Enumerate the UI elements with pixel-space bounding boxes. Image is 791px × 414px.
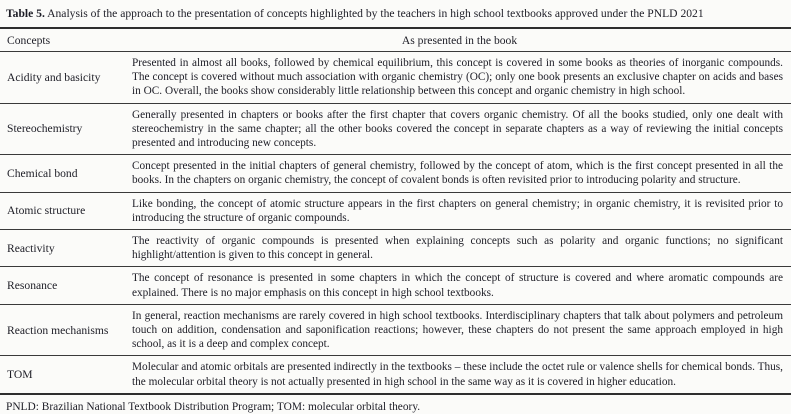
table-caption-text: Analysis of the approach to the presentation of concepts highlighted by the teachers in high school textbooks approved under the PNLD 2021 (44, 7, 704, 20)
description-cell: Like bonding, the concept of atomic structure appears in the first chapters on general chemistry; in organic chemistry, it is revisited prior to introducing the structure of organic compounds. (132, 197, 783, 224)
table-row (0, 304, 791, 356)
concept-cell: Stereochemistry (7, 122, 83, 136)
table-row (0, 52, 791, 104)
concept-cell: Acidity and basicity (7, 70, 101, 84)
column-header-as-presented: As presented in the book (401, 34, 518, 47)
table-row (0, 103, 791, 155)
table-row (0, 192, 791, 229)
description-cell: The concept of resonance is presented in some chapters in which the concept of structure is covered and where aromatic compounds are explained. There is no major emphasis on this concept in high school textbooks. (132, 272, 783, 299)
table-row (0, 356, 791, 394)
table-header-row (0, 28, 791, 52)
concept-cell: Atomic structure (7, 204, 86, 218)
table-row (0, 230, 791, 267)
concept-cell: TOM (7, 368, 33, 382)
description-cell: Molecular and atomic orbitals are presented indirectly in the textbooks – these include the octet rule or valence shells for chemical bonds. Thus, the molecular orbital theory is not actually presented in high school in the same way as it is covered in higher education. (132, 361, 783, 388)
table-row (0, 155, 791, 192)
description-cell: Presented in almost all books, followed by chemical equilibrium, this concept is covered in some books as theories of inorganic compounds. The concept is covered without much association with organic chemistry (OC); only one book presents an exclusive chapter on acids and bases in OC. Overall, the books show considerably little relationship between this concept and organic chemistry in high school. (132, 57, 783, 98)
column-header-concepts: Concepts (7, 34, 51, 47)
table-footnote: PNLD: Brazilian National Textbook Distribution Program; TOM: molecular orbital theory. (6, 400, 421, 413)
description-cell: Generally presented in chapters or books after the first chapter that covers organic chemistry. Of all the books studied, only one dealt with stereochemistry in the same chapter; all the other books covered the concept in separate chapters as a way of reviewing the initial concepts presented and introducing new concepts. (132, 108, 783, 150)
table-caption (0, 0, 791, 27)
description-cell: In general, reaction mechanisms are rarely covered in high school textbooks. Interdisciplinary chapters that talk about polymers and petroleum touch on addition, condensation and saponification reactions; however, these chapters do not present the same approach employed in high school, as it is a deep and complex concept. (132, 309, 783, 351)
table-number: Table 5. (6, 7, 45, 20)
table-row (0, 267, 791, 304)
concepts-table (0, 27, 791, 395)
concept-cell: Reactivity (7, 241, 55, 255)
concept-cell: Chemical bond (7, 166, 78, 180)
description-cell: The reactivity of organic compounds is presented when explaining concepts such as polarity and organic functions; no significant highlight/attention is given to this concept in general. (132, 235, 783, 262)
description-cell: Concept presented in the initial chapters of general chemistry, followed by the concept of atom, which is the first concept presented in all the books. In the chapters on organic chemistry, the concept of covalent bonds is often revisited prior to introducing polarity and structure. (132, 160, 783, 187)
concept-cell: Resonance (7, 279, 58, 293)
concept-cell: Reaction mechanisms (7, 323, 109, 337)
